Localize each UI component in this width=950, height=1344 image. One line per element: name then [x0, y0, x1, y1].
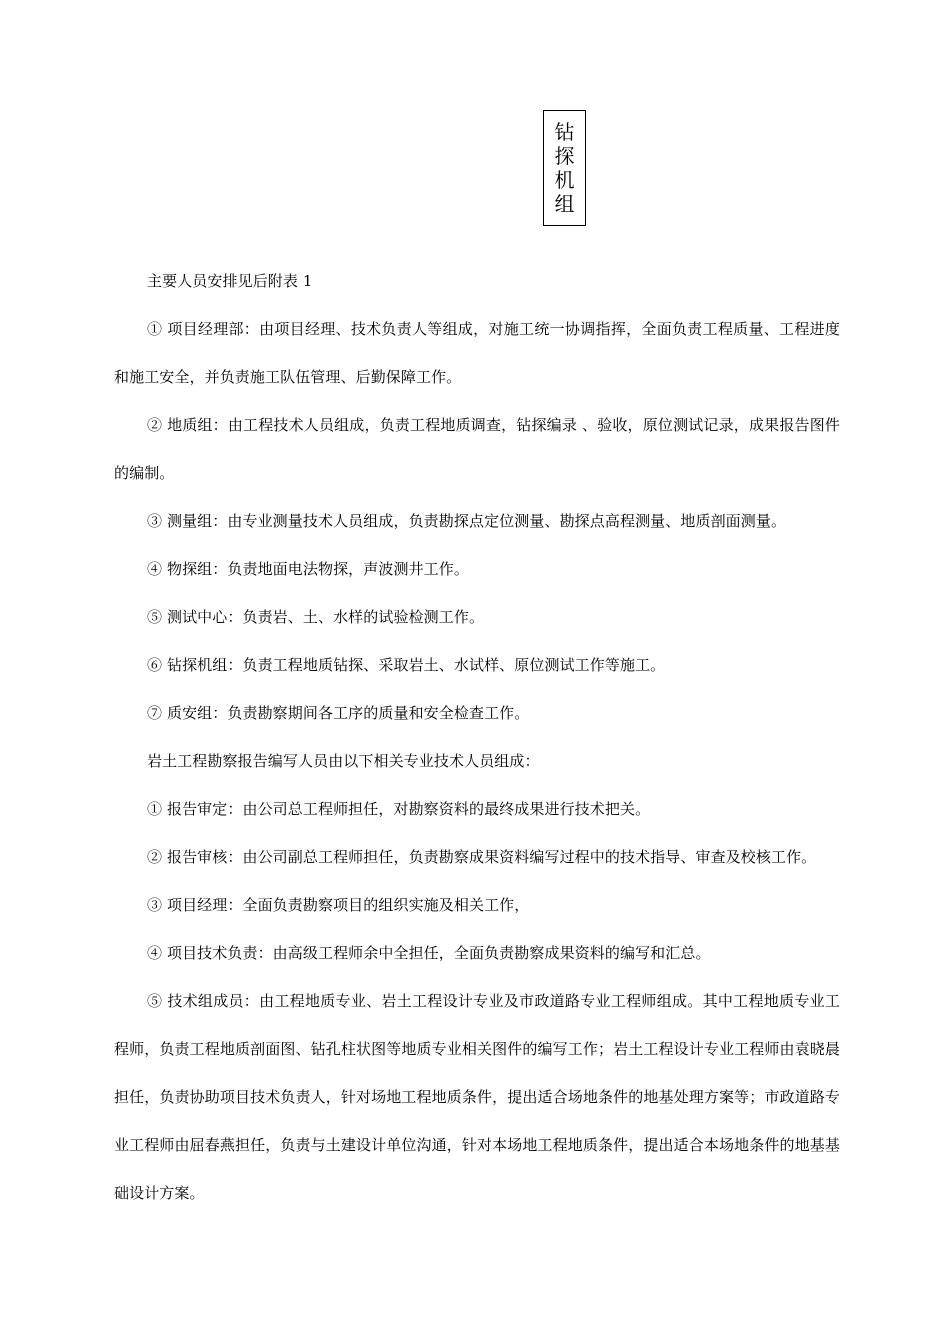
paragraph-survey-group: ③ 测量组：由专业测量技术人员组成，负责勘探点定位测量、勘探点高程测量、地质剖面测量。 [147, 512, 787, 530]
document-body [114, 257, 840, 1217]
drilling-crew-label: 钻探机组 [554, 120, 575, 216]
paragraph-geophysics-group: ④ 物探组：负责地面电法物探，声波测井工作。 [147, 560, 469, 578]
paragraph-quality-safety: ⑦ 质安组：负责勘察期间各工序的质量和安全检查工作。 [147, 704, 530, 722]
paragraph-geology-group: ② 地质组：由工程技术人员组成，负责工程地质调查，钻探编录 、验收，原位测试记录，成果报告图件的编制。 [114, 416, 840, 482]
paragraph-technical-lead: ④ 项目技术负责：由高级工程师余中全担任，全面负责勘察成果资料的编写和汇总。 [147, 944, 711, 962]
paragraph-staff-table-note: 主要人员安排见后附表 1 [147, 272, 313, 290]
paragraph-drilling-crew: ⑥ 钻探机组：负责工程地质钻探、采取岩土、水试样、原位测试工作等施工。 [147, 656, 666, 674]
paragraph-report-staff-intro: 岩土工程勘察报告编写人员由以下相关专业技术人员组成： [147, 752, 540, 770]
paragraph-project-management: ① 项目经理部：由项目经理、技术负责人等组成，对施工统一协调指挥，全面负责工程质量、工程进度和施工安全，并负责施工队伍管理、后勤保障工作。 [114, 320, 840, 386]
paragraph-project-manager: ③ 项目经理：全面负责勘察项目的组织实施及相关工作， [147, 896, 530, 914]
paragraph-testing-center: ⑤ 测试中心：负责岩、土、水样的试验检测工作。 [147, 608, 485, 626]
paragraph-report-approval: ① 报告审定：由公司总工程师担任，对勘察资料的最终成果进行技术把关。 [147, 800, 651, 818]
paragraph-technical-team: ⑤ 技术组成员：由工程地质专业、岩土工程设计专业及市政道路专业工程师组成。其中工程地质专业工程师，负责工程地质剖面图、钻孔柱状图等地质专业相关图件的编写工作；岩土工程设计专业工程师由袁晓晨担任，负责协助项目技术负责人，针对场地工程地质条件，提出适合场地条件的地基处理方案等；市政道路专业工程师由屈春燕担任，负责与土建设计单位沟通，针对本场地工程地质条件，提出适合本场地条件的地基基础设计方案。 [114, 992, 840, 1202]
paragraph-report-review: ② 报告审核：由公司副总工程师担任，负责勘察成果资料编写过程中的技术指导、审查及校核工作。 [147, 848, 817, 866]
drilling-crew-box [543, 110, 586, 226]
